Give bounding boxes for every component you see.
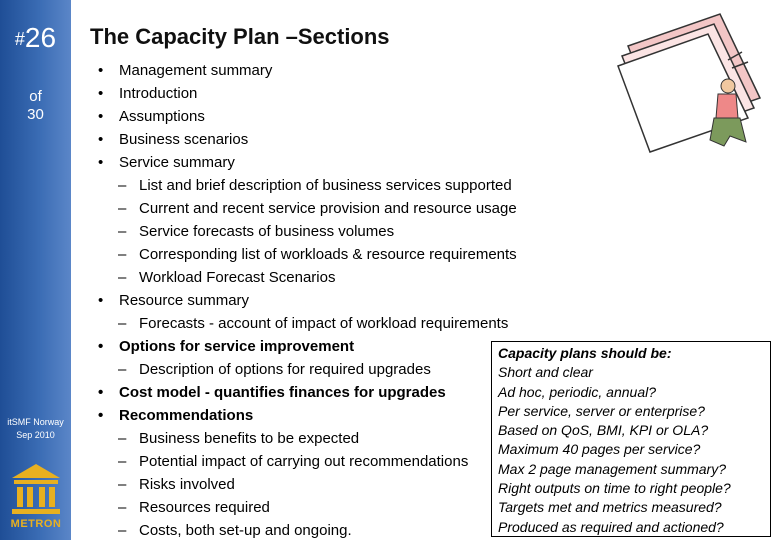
outline-text: Business scenarios: [119, 131, 249, 148]
slide-number-hash: #: [14, 29, 25, 49]
logo-text: METRON: [10, 518, 62, 530]
bullet-marker: •: [98, 338, 104, 355]
bullet-marker: •: [98, 384, 104, 401]
outline-text: Business benefits to be expected: [139, 430, 360, 447]
org-info: [0, 416, 71, 442]
bullet-marker: –: [118, 223, 127, 240]
bullet-marker: –: [118, 246, 127, 263]
callout-heading: Capacity plans should be:: [498, 345, 672, 361]
outline-subitem: [98, 496, 517, 519]
bullet-marker: –: [118, 453, 127, 470]
bullet-marker: –: [118, 177, 127, 194]
slide-total: [0, 88, 71, 124]
bullet-marker: –: [118, 499, 127, 516]
outline-subitem: [98, 197, 517, 220]
slide-number: [0, 22, 71, 54]
callout-line: Right outputs on time to right people?: [498, 480, 731, 497]
of-label: of: [29, 88, 42, 105]
outline-item: [98, 128, 517, 151]
outline-subitem: [98, 220, 517, 243]
left-sidebar: [0, 0, 71, 540]
outline-subitem: [98, 174, 517, 197]
outline-subitem: [98, 358, 517, 381]
outline-text: Management summary: [119, 62, 273, 79]
outline-subitem: [98, 266, 517, 289]
outline-text: Potential impact of carrying out recommendations: [139, 453, 469, 470]
total-slides: 30: [27, 106, 44, 123]
outline-text: Options for service improvement: [119, 338, 355, 355]
outline-text: Forecasts - account of impact of workload requirements: [139, 315, 509, 332]
slide-number-value: 26: [24, 22, 57, 53]
outline-subitem: [98, 473, 517, 496]
outline-subitem: [98, 519, 517, 542]
outline-list: [98, 59, 517, 542]
callout-line: Max 2 page management summary?: [498, 460, 726, 477]
bullet-marker: –: [118, 315, 127, 332]
callout-line: Produced as required and actioned?: [498, 518, 724, 535]
bullet-marker: –: [118, 430, 127, 447]
outline-text: Service summary: [119, 154, 235, 171]
outline-item: [98, 82, 517, 105]
capacity-plans-callout: [491, 341, 771, 537]
outline-text: Introduction: [119, 85, 198, 102]
outline-text: Cost model - quantifies finances for upgrades: [119, 384, 446, 401]
outline-text: Risks involved: [139, 476, 235, 493]
callout-line: Targets met and metrics measured?: [498, 499, 722, 516]
outline-text: Current and recent service provision and resource usage: [139, 200, 517, 217]
org-name: itSMF Norway: [7, 417, 64, 427]
slide-title: The Capacity Plan –Sections: [90, 24, 390, 49]
outline-subitem: [98, 427, 517, 450]
org-date: Sep 2010: [16, 430, 55, 440]
outline-text: Assumptions: [119, 108, 205, 125]
bullet-marker: –: [118, 200, 127, 217]
outline-subitem: [98, 450, 517, 473]
outline-subitem: [98, 243, 517, 266]
bullet-marker: –: [118, 269, 127, 286]
outline-text: Corresponding list of workloads & resource requirements: [139, 246, 517, 263]
man-carrying-papers-clipart: [610, 6, 780, 158]
outline-text: List and brief description of business services supported: [139, 177, 512, 194]
outline-item: [98, 151, 517, 174]
outline-text: Workload Forecast Scenarios: [139, 269, 336, 286]
bullet-marker: •: [98, 407, 104, 424]
bullet-marker: •: [98, 131, 104, 148]
bullet-marker: –: [118, 361, 127, 378]
bullet-marker: •: [98, 108, 104, 125]
bullet-marker: –: [118, 476, 127, 493]
outline-subitem: [98, 312, 517, 335]
callout-line: Short and clear: [498, 364, 593, 381]
outline-item: [98, 335, 517, 358]
callout-line: Based on QoS, BMI, KPI or OLA?: [498, 422, 709, 439]
outline-text: Service forecasts of business volumes: [139, 223, 395, 240]
bullet-marker: –: [118, 522, 127, 539]
outline-item: [98, 289, 517, 312]
outline-item: [98, 404, 517, 427]
outline-text: Resources required: [139, 499, 270, 516]
bullet-marker: •: [98, 154, 104, 171]
outline-text: Costs, both set-up and ongoing.: [139, 522, 352, 539]
bullet-marker: •: [98, 85, 104, 102]
bullet-marker: •: [98, 292, 104, 309]
outline-text: Description of options for required upgrades: [139, 361, 431, 378]
outline-item: [98, 381, 517, 404]
callout-line: Ad hoc, periodic, annual?: [498, 383, 656, 400]
callout-line: Maximum 40 pages per service?: [498, 441, 701, 458]
bullet-marker: •: [98, 62, 104, 79]
outline-item: [98, 59, 517, 82]
outline-item: [98, 105, 517, 128]
outline-text: Resource summary: [119, 292, 250, 309]
outline-text: Recommendations: [119, 407, 254, 424]
callout-line: Per service, server or enterprise?: [498, 402, 705, 419]
